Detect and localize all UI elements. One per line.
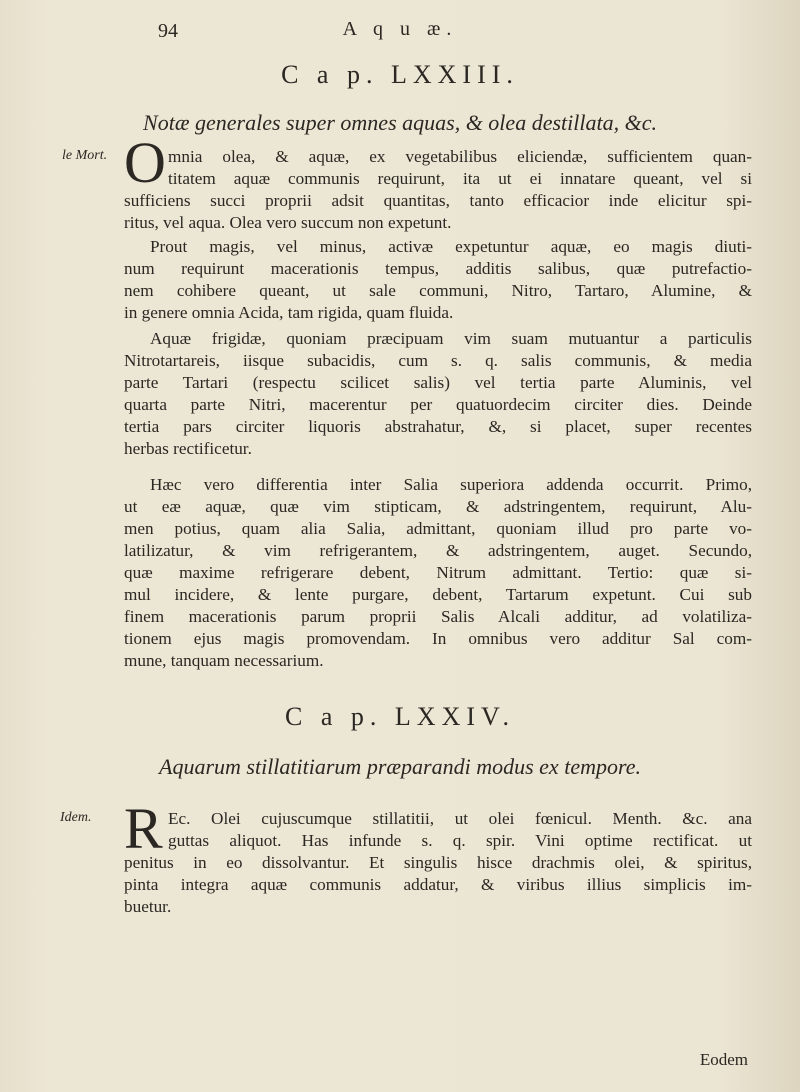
running-head [40, 14, 760, 44]
text-line: penitus in eo dissolvantur. Et singulis hisce drachmis olei, & spiritus, [124, 853, 752, 872]
text-line: sufficiens succi proprii adsit quantitas, tanto efficacior inde elicitur spi- [124, 191, 752, 210]
text-line: quarta parte Nitri, macerentur per quatuordecim circiter dies. Deinde [124, 395, 752, 414]
text-line: num requirunt macerationis tempus, additis salibus, quæ putrefactio- [124, 259, 752, 278]
text-line: titatem aquæ communis requirunt, ita ut ei innatare queant, vel si [168, 169, 752, 188]
chapter-74-heading: C a p. LXXIV. [285, 702, 515, 731]
text-line: guttas aliquot. Has infunde s. q. spir. Vini optime rectificat. ut [168, 831, 752, 850]
text-line: Ec. Olei cujuscumque stillatitii, ut olei fœnicul. Menth. &c. ana [168, 809, 752, 828]
drop-cap-r: R [124, 796, 163, 861]
margin-note-le-mort: le Mort. [62, 148, 108, 163]
catchword: Eodem [699, 1050, 748, 1069]
text-line: pinta integra aquæ communis addatur, & viribus illius simplicis im- [124, 875, 752, 894]
text-line: Nitrotartareis, iisque subacidis, cum s. q. salis communis, & media [124, 351, 752, 370]
text-line: latilizatur, & vim refrigerantem, & adstringentem, auget. Secundo, [124, 541, 752, 560]
text-line: Aquæ frigidæ, quoniam præcipuam vim suam mutuantur a particulis [150, 329, 752, 348]
text-line: mnia olea, & aquæ, ex vegetabilibus eliciendæ, sufficientem quan- [168, 147, 752, 166]
text-line: tionem ejus magis promovendam. In omnibus vero additur Sal com- [124, 629, 752, 648]
text-line: mune, tanquam necessarium. [124, 651, 324, 670]
text-line: buetur. [124, 897, 172, 916]
drop-cap-o: O [124, 130, 166, 195]
text-line: Prout magis, vel minus, activæ expetuntur aquæ, eo magis diuti- [150, 237, 752, 256]
text-line: men potius, quam alia Salia, admittant, quoniam illud pro parte vo- [124, 519, 752, 538]
text-line: quæ maxime refrigerare debent, Nitrum admittant. Tertio: quæ si- [124, 563, 752, 582]
text-line: in genere omnia Acida, tam rigida, quam fluida. [124, 303, 454, 322]
text-line: parte Tartari (respectu scilicet salis) vel tertia parte Aluminis, vel [124, 373, 752, 392]
chapter-74-subtitle: Aquarum stillatitiarum præparandi modus ex tempore. [159, 754, 641, 779]
margin-note-idem: Idem. [60, 810, 92, 825]
text-line: nem cohibere queant, ut sale communi, Nitro, Tartaro, Alumine, & [124, 281, 752, 300]
chapter-73-subtitle: Notæ generales super omnes aquas, & olea destillata, &c. [143, 110, 657, 135]
text-line: herbas rectificetur. [124, 439, 252, 458]
text-line: mul incidere, & lente purgare, debent, Tartarum expetunt. Cui sub [124, 585, 752, 604]
text-line: tertia pars circiter liquoris abstrahatur, &, si placet, super recentes [124, 417, 752, 436]
text-line: finem macerationis parum proprii Salis Alcali additur, ad volatiliza- [124, 607, 752, 626]
text-line: ut eæ aquæ, quæ vim stipticam, & adstringentem, requirunt, Alu- [124, 497, 752, 516]
chapter-73-heading: C a p. LXXIII. [281, 60, 519, 89]
text-line: Hæc vero differentia inter Salia superiora addenda occurrit. Primo, [150, 475, 752, 494]
page-number: 94 [158, 20, 178, 42]
running-title: A q u æ. [342, 18, 458, 40]
text-line: ritus, vel aqua. Olea vero succum non expetunt. [124, 213, 452, 232]
